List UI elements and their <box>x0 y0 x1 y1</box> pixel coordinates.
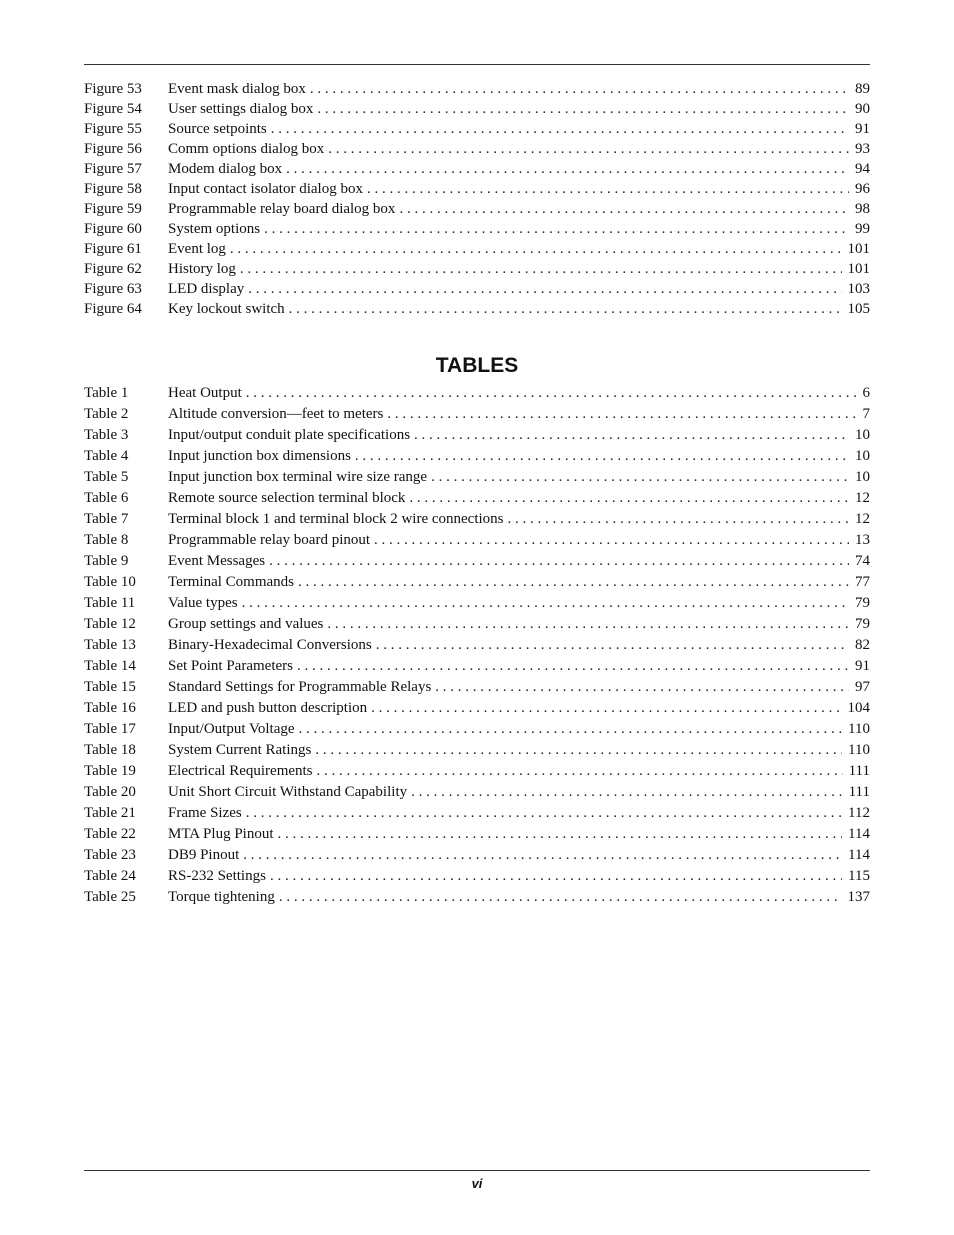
entry-title: Source setpoints <box>168 121 267 137</box>
entry-title: Torque tightening <box>168 889 275 905</box>
entry-label: Table 17 <box>84 721 136 737</box>
dot-leader <box>246 803 842 824</box>
entry-label: Figure 55 <box>84 121 142 137</box>
entry-page: 97 <box>855 679 870 695</box>
entry-label: Table 8 <box>84 532 129 548</box>
entry-title: Event mask dialog box <box>168 81 306 97</box>
entry-page: 10 <box>855 448 870 464</box>
toc-entry[interactable] <box>84 887 870 908</box>
entry-label: Figure 63 <box>84 281 142 297</box>
entry-label: Figure 64 <box>84 301 142 317</box>
entry-page: 10 <box>855 469 870 485</box>
entry-label: Table 14 <box>84 658 136 674</box>
entry-title: Frame Sizes <box>168 805 242 821</box>
dot-leader <box>315 740 842 761</box>
dot-leader <box>278 824 843 845</box>
entry-page: 82 <box>855 637 870 653</box>
entry-page: 12 <box>855 490 870 506</box>
dot-leader <box>409 488 849 509</box>
toc-entry[interactable] <box>84 139 870 159</box>
entry-label: Table 19 <box>84 763 136 779</box>
toc-entry[interactable] <box>84 824 870 845</box>
toc-entry[interactable] <box>84 782 870 803</box>
entry-title: Input junction box terminal wire size range <box>168 469 428 485</box>
dot-leader <box>299 719 843 740</box>
dot-leader <box>387 404 856 425</box>
dot-leader <box>269 551 849 572</box>
entry-page: 101 <box>847 241 870 257</box>
entry-page: 105 <box>847 301 870 317</box>
entry-title: Group settings and values <box>168 616 324 632</box>
entry-title: Terminal Commands <box>168 574 295 590</box>
entry-page: 89 <box>855 81 870 97</box>
dot-leader <box>399 199 849 219</box>
toc-entry[interactable] <box>84 99 870 119</box>
dot-leader <box>279 887 842 908</box>
toc-entry[interactable] <box>84 299 870 319</box>
entry-page: 111 <box>848 763 870 779</box>
entry-title: DB9 Pinout <box>168 847 240 863</box>
toc-entry[interactable] <box>84 572 870 593</box>
entry-title: Altitude conversion—feet to meters <box>168 406 384 422</box>
entry-label: Table 10 <box>84 574 136 590</box>
toc-entry[interactable] <box>84 404 870 425</box>
entry-page: 115 <box>848 868 870 884</box>
toc-entry[interactable] <box>84 698 870 719</box>
entry-title: Binary-Hexadecimal Conversions <box>168 637 372 653</box>
entry-label: Figure 60 <box>84 221 142 237</box>
toc-entry[interactable] <box>84 635 870 656</box>
entry-label: Table 16 <box>84 700 136 716</box>
toc-entry[interactable] <box>84 383 870 404</box>
entry-label: Figure 56 <box>84 141 142 157</box>
entry-title: LED display <box>168 281 245 297</box>
entry-title: LED and push button description <box>168 700 368 716</box>
dot-leader <box>246 383 857 404</box>
toc-entry[interactable] <box>84 279 870 299</box>
figures-list <box>84 79 870 319</box>
entry-title: Comm options dialog box <box>168 141 325 157</box>
entry-label: Table 18 <box>84 742 136 758</box>
entry-page: 99 <box>855 221 870 237</box>
entry-page: 103 <box>847 281 870 297</box>
dot-leader <box>367 179 849 199</box>
entry-title: Programmable relay board dialog box <box>168 201 396 217</box>
entry-label: Table 12 <box>84 616 136 632</box>
entry-title: System options <box>168 221 261 237</box>
toc-entry[interactable] <box>84 159 870 179</box>
entry-label: Table 7 <box>84 511 129 527</box>
dot-leader <box>286 159 849 179</box>
toc-entry[interactable] <box>84 446 870 467</box>
dot-leader <box>508 509 849 530</box>
dot-leader <box>230 239 842 259</box>
entry-label: Table 21 <box>84 805 136 821</box>
toc-entry[interactable] <box>84 740 870 761</box>
dot-leader <box>414 425 849 446</box>
toc-entry[interactable] <box>84 761 870 782</box>
entry-page: 137 <box>847 889 870 905</box>
entry-page: 90 <box>855 101 870 117</box>
dot-leader <box>376 635 849 656</box>
entry-title: Input/output conduit plate specifications <box>168 427 411 443</box>
entry-title: Input junction box dimensions <box>168 448 351 464</box>
dot-leader <box>327 614 849 635</box>
dot-leader <box>371 698 841 719</box>
tables-list <box>84 383 870 908</box>
dot-leader <box>242 593 849 614</box>
entry-label: Table 1 <box>84 385 129 401</box>
entry-title: Event Messages <box>168 553 266 569</box>
header-rule <box>84 64 870 65</box>
entry-title: Programmable relay board pinout <box>168 532 371 548</box>
entry-label: Table 24 <box>84 868 136 884</box>
entry-page: 114 <box>848 826 870 842</box>
dot-leader <box>243 845 842 866</box>
entry-title: User settings dialog box <box>168 101 314 117</box>
entry-label: Table 3 <box>84 427 129 443</box>
entry-label: Table 23 <box>84 847 136 863</box>
entry-label: Table 4 <box>84 448 129 464</box>
entry-title: History log <box>168 261 236 277</box>
entry-label: Figure 59 <box>84 201 142 217</box>
toc-entry[interactable] <box>84 803 870 824</box>
toc-entry[interactable] <box>84 179 870 199</box>
dot-leader <box>411 782 843 803</box>
entry-page: 101 <box>847 261 870 277</box>
entry-label: Figure 61 <box>84 241 142 257</box>
entry-page: 114 <box>848 847 870 863</box>
entry-page: 110 <box>848 742 870 758</box>
entry-label: Table 20 <box>84 784 136 800</box>
toc-entry[interactable] <box>84 219 870 239</box>
tables-heading: TABLES <box>435 354 519 377</box>
entry-label: Table 5 <box>84 469 129 485</box>
entry-page: 6 <box>862 385 870 401</box>
toc-entry[interactable] <box>84 199 870 219</box>
entry-page: 79 <box>855 616 870 632</box>
toc-entry[interactable] <box>84 239 870 259</box>
dot-leader <box>317 761 843 782</box>
entry-title: Event log <box>168 241 226 257</box>
entry-label: Table 15 <box>84 679 136 695</box>
entry-page: 112 <box>848 805 870 821</box>
entry-page: 110 <box>848 721 870 737</box>
toc-entry[interactable] <box>84 866 870 887</box>
dot-leader <box>297 656 849 677</box>
toc-entry[interactable] <box>84 593 870 614</box>
toc-entry[interactable] <box>84 79 870 99</box>
entry-label: Figure 62 <box>84 261 142 277</box>
entry-title: Input/Output Voltage <box>168 721 295 737</box>
entry-page: 12 <box>855 511 870 527</box>
toc-entry[interactable] <box>84 614 870 635</box>
toc-entry[interactable] <box>84 467 870 488</box>
toc-entry[interactable] <box>84 119 870 139</box>
entry-label: Table 11 <box>84 595 136 611</box>
entry-page: 77 <box>855 574 870 590</box>
dot-leader <box>374 530 849 551</box>
entry-page: 94 <box>855 161 870 177</box>
dot-leader <box>240 259 842 279</box>
dot-leader <box>270 866 842 887</box>
dot-leader <box>431 467 849 488</box>
entry-page: 10 <box>855 427 870 443</box>
toc-entry[interactable] <box>84 677 870 698</box>
toc-entry[interactable] <box>84 719 870 740</box>
entry-label: Table 6 <box>84 490 129 506</box>
dot-leader <box>328 139 849 159</box>
page-number: vi <box>471 1176 483 1191</box>
entry-page: 93 <box>855 141 870 157</box>
entry-title: Terminal block 1 and terminal block 2 wire connections <box>168 511 504 527</box>
dot-leader <box>298 572 849 593</box>
toc-entry[interactable] <box>84 509 870 530</box>
entry-title: Remote source selection terminal block <box>168 490 406 506</box>
entry-page: 91 <box>855 121 870 137</box>
entry-label: Table 9 <box>84 553 129 569</box>
entry-page: 98 <box>855 201 870 217</box>
entry-title: Heat Output <box>168 385 242 401</box>
entry-title: Value types <box>168 595 238 611</box>
toc-entry[interactable] <box>84 530 870 551</box>
dot-leader <box>355 446 849 467</box>
footer-rule <box>84 1170 870 1171</box>
entry-page: 74 <box>855 553 870 569</box>
entry-title: MTA Plug Pinout <box>168 826 274 842</box>
dot-leader <box>310 79 849 99</box>
entry-page: 13 <box>855 532 870 548</box>
entry-page: 96 <box>855 181 870 197</box>
entry-page: 91 <box>855 658 870 674</box>
entry-title: Unit Short Circuit Withstand Capability <box>168 784 408 800</box>
toc-entry[interactable] <box>84 656 870 677</box>
toc-entry[interactable] <box>84 425 870 446</box>
entry-title: Electrical Requirements <box>168 763 313 779</box>
entry-page: 79 <box>855 595 870 611</box>
dot-leader <box>317 99 849 119</box>
entry-label: Figure 57 <box>84 161 142 177</box>
dot-leader <box>271 119 849 139</box>
dot-leader <box>264 219 849 239</box>
entry-label: Figure 54 <box>84 101 142 117</box>
dot-leader <box>289 299 842 319</box>
entry-title: Input contact isolator dialog box <box>168 181 363 197</box>
entry-label: Table 22 <box>84 826 136 842</box>
entry-page: 7 <box>862 406 870 422</box>
entry-title: RS-232 Settings <box>168 868 266 884</box>
dot-leader <box>435 677 849 698</box>
toc-entry[interactable] <box>84 551 870 572</box>
entry-title: Set Point Parameters <box>168 658 293 674</box>
entry-label: Figure 53 <box>84 81 142 97</box>
toc-entry[interactable] <box>84 259 870 279</box>
entry-title: Modem dialog box <box>168 161 283 177</box>
entry-title: Standard Settings for Programmable Relays <box>168 679 432 695</box>
entry-title: System Current Ratings <box>168 742 312 758</box>
entry-title: Key lockout switch <box>168 301 285 317</box>
entry-label: Figure 58 <box>84 181 142 197</box>
entry-page: 104 <box>847 700 870 716</box>
toc-entry[interactable] <box>84 845 870 866</box>
entry-label: Table 13 <box>84 637 136 653</box>
toc-entry[interactable] <box>84 488 870 509</box>
entry-label: Table 2 <box>84 406 129 422</box>
dot-leader <box>248 279 841 299</box>
entry-page: 111 <box>848 784 870 800</box>
entry-label: Table 25 <box>84 889 136 905</box>
